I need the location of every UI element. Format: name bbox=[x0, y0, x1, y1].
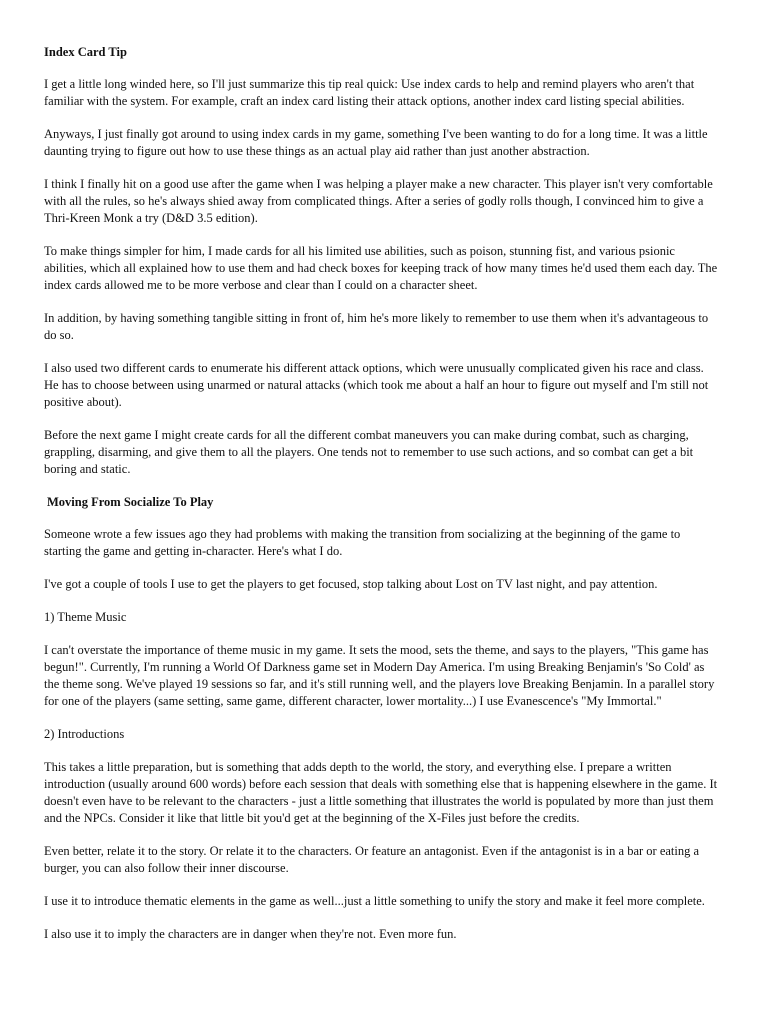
list-heading-theme-music: 1) Theme Music bbox=[44, 610, 127, 624]
paragraph: To make things simpler for him, I made cards for all his limited use abilities, such as poison, stunning fist, and various psionic abilities, which all explained how to use them and had check boxes for keeping track of how many times he'd used them each day. The index cards allowed me to be more verbose and clear than I could on a character sheet. bbox=[44, 244, 718, 292]
paragraph: I think I finally hit on a good use after the game when I was helping a player make a new character. This player isn't very comfortable with all the rules, so he's always shied away from complicated things. After a series of godly rolls though, I convinced him to give a Thri-Kreen Monk a try (D&D 3.5 edition). bbox=[44, 177, 713, 225]
section-heading: Index Card Tip bbox=[44, 45, 127, 59]
paragraph: I also used two different cards to enumerate his different attack options, which were unusually complicated given his race and class. He has to choose between using unarmed or natural attacks (which took me about a half an hour to figure out myself and I'm still not positive about). bbox=[44, 361, 709, 409]
list-heading-introductions: 2) Introductions bbox=[44, 727, 125, 741]
paragraph: I can't overstate the importance of theme music in my game. It sets the mood, sets the theme, and says to the players, "This game has begun!". Currently, I'm running a World Of Darkness game set in Modern Day America. I'm using Breaking Benjamin's 'So Cold' as the theme song. We've played 19 sessions so far, and it's still running well, and the players love Breaking Benjamin. In a parallel story for one of the players (same setting, same game, different character, lower mortality...) I use Evanescence's "My Immortal." bbox=[44, 643, 715, 708]
paragraph: I also use it to imply the characters are in danger when they're not. Even more fun. bbox=[44, 927, 457, 941]
paragraph: In addition, by having something tangible sitting in front of, him he's more likely to remember to use them when it's advantageous to do so. bbox=[44, 311, 709, 342]
paragraph: This takes a little preparation, but is something that adds depth to the world, the story, and everything else. I prepare a written introduction (usually around 600 words) before each session that deals with something else that is happening elsewhere in the game. It doesn't even have to be relevant to the characters - just a little something that illustrates the world is populated by more than just them and the NPCs. Consider it like that little bit you'd get at the beginning of the X-Files just before the credits. bbox=[44, 760, 718, 825]
paragraph: Someone wrote a few issues ago they had problems with making the transition from socializing at the beginning of the game to starting the game and getting in-character. Here's what I do. bbox=[44, 527, 681, 558]
paragraph: Anyways, I just finally got around to using index cards in my game, something I've been wanting to do for a long time. It was a little daunting trying to figure out how to use these things as an actual play aid rather than just another abstraction. bbox=[44, 127, 708, 158]
paragraph: I've got a couple of tools I use to get the players to get focused, stop talking about Lost on TV last night, and pay attention. bbox=[44, 577, 658, 591]
paragraph: Even better, relate it to the story. Or relate it to the characters. Or feature an antagonist. Even if the antagonist is in a bar or eating a burger, you can also follow their inner discourse. bbox=[44, 844, 700, 875]
paragraph: I use it to introduce thematic elements in the game as well...just a little something to unify the story and make it feel more complete. bbox=[44, 894, 705, 908]
paragraph: Before the next game I might create cards for all the different combat maneuvers you can make during combat, such as charging, grappling, disarming, and give them to all the players. One tends not to remember to use such actions, and so combat can get a bit boring and static. bbox=[44, 428, 694, 476]
section-moving-from-socialize-to-play bbox=[44, 494, 718, 943]
section-index-card-tip bbox=[44, 44, 718, 478]
paragraph: I get a little long winded here, so I'll just summarize this tip real quick: Use index cards to help and remind players who aren't that familiar with the system. For example, craft an index card listing their attack options, another index card listing special abilities. bbox=[44, 77, 695, 108]
section-heading: Moving From Socialize To Play bbox=[47, 495, 214, 509]
